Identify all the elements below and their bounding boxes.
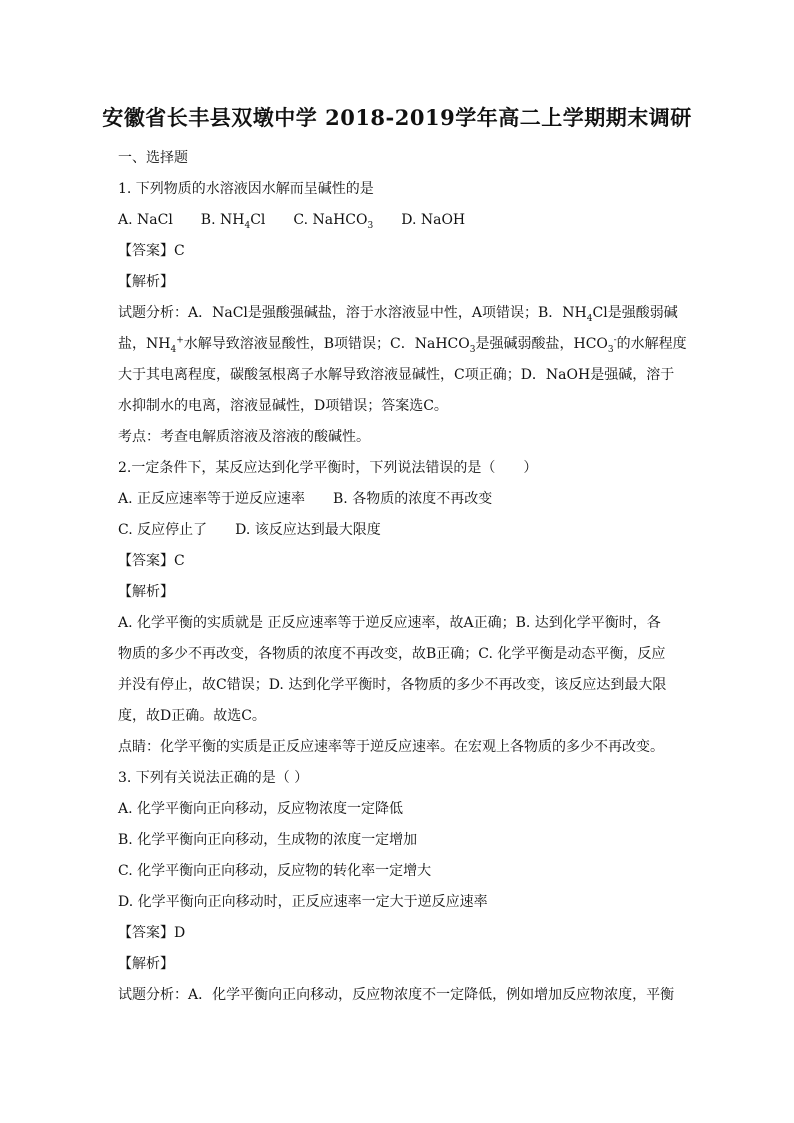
q1-stem: 1. 下列物质的水溶液因水解而呈碱性的是 [118, 181, 374, 197]
document-body [118, 143, 687, 1011]
q1-analysis-label: 【解析】 [118, 274, 174, 290]
q3-option-c: C. 化学平衡向正向移动，反应物的转化率一定增大 [118, 863, 432, 879]
q1-analysis-line-1: 试题分析：A．NaCl是强酸强碱盐，溶于水溶液显中性，A项错误；B．$NH_4Cl$是强酸弱碱 [118, 305, 678, 324]
page-title: 安徽省长丰县双墩中学 2018-2019学年高二上学期期末调研 [102, 105, 692, 130]
q3-answer: 【答案】D [118, 925, 186, 941]
q1-option-c: C. NaHCO$_3$ [293, 212, 374, 231]
q2-analysis-line-3: 并没有停止，故C错误；D. 达到化学平衡时，各物质的多少不再改变，该反应达到最大限 [118, 677, 667, 693]
q3-analysis-line-1: 试题分析：A．化学平衡向正向移动，反应物浓度不一定降低，例如增加反应物浓度，平衡 [118, 987, 675, 1003]
q2-option-c: C. 反应停止了 [118, 522, 208, 538]
q1-analysis-line-3: 大于其电离程度，碳酸氢根离子水解导致溶液显碱性，C项正确；D．NaOH是强碱，溶于 [118, 367, 675, 383]
q2-option-a: A. 正反应速率等于逆反应速率 [118, 491, 306, 507]
q1-answer: 【答案】C [118, 243, 185, 259]
q1-point: 考点：考查电解质溶液及溶液的酸碱性。 [118, 429, 370, 445]
q3-option-b: B. 化学平衡向正向移动，生成物的浓度一定增加 [118, 832, 418, 848]
q2-analysis-label: 【解析】 [118, 584, 174, 600]
q2-answer: 【答案】C [118, 553, 185, 569]
q2-analysis-line-1: A. 化学平衡的实质就是 正反应速率等于逆反应速率，故A正确；B. 达到化学平衡时，各 [118, 615, 661, 631]
q2-point: 点睛：化学平衡的实质是正反应速率等于逆反应速率。在宏观上各物质的多少不再改变。 [118, 739, 664, 755]
q3-option-d: D. 化学平衡向正向移动时，正反应速率一定大于逆反应速率 [118, 894, 488, 910]
q1-option-d: D. NaOH [401, 212, 466, 228]
q2-options-cd [118, 515, 678, 546]
q2-stem: 2.一定条件下，某反应达到化学平衡时，下列说法错误的是（ ） [118, 460, 538, 476]
q1-options [118, 205, 678, 236]
q2-option-d: D. 该反应达到最大限度 [235, 522, 381, 538]
q3-option-a: A. 化学平衡向正向移动，反应物浓度一定降低 [118, 801, 404, 817]
q3-stem: 3. 下列有关说法正确的是（ ） [118, 770, 309, 786]
q2-option-b: B. 各物质的浓度不再改变 [333, 491, 493, 507]
q1-analysis-line-4: 水抑制水的电离，溶液显碱性，D项错误；答案选C。 [118, 398, 448, 414]
q2-analysis-line-2: 物质的多少不再改变，各物质的浓度不再改变，故B正确；C. 化学平衡是动态平衡，反应 [118, 646, 666, 662]
q3-analysis-label: 【解析】 [118, 956, 174, 972]
q1-option-b: B. $NH_4Cl$ [200, 212, 266, 231]
section-heading: 一、选择题 [118, 150, 188, 166]
q1-analysis-line-2: 盐，$NH_4^+$水解导致溶液显酸性，B项错误；C．NaHCO$_3$是强碱弱酸盐，$HCO_3^-$的水解程度 [118, 335, 687, 355]
q1-option-a: A. NaCl [118, 212, 173, 228]
q2-options-ab [118, 484, 678, 515]
q2-analysis-line-4: 度，故D正确。故选C。 [118, 708, 266, 724]
